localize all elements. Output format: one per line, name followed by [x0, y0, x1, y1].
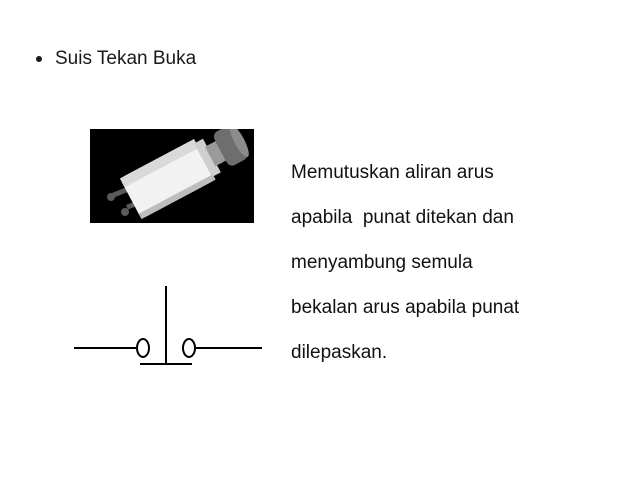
bullet-icon: [36, 56, 42, 62]
description-line: menyambung semula: [291, 252, 473, 273]
description-text: [291, 160, 621, 385]
bullet-heading: [36, 48, 196, 70]
heading-text: Suis Tekan Buka: [55, 48, 197, 69]
description-line: bekalan arus apabila punat: [291, 297, 520, 318]
description-line: dilepaskan.: [291, 342, 388, 363]
description-line: apabila punat ditekan dan: [291, 207, 514, 228]
push-button-switch-photo: [90, 129, 254, 223]
push-to-break-switch-symbol: [70, 284, 266, 372]
description-line: Memutuskan aliran arus: [291, 162, 494, 183]
